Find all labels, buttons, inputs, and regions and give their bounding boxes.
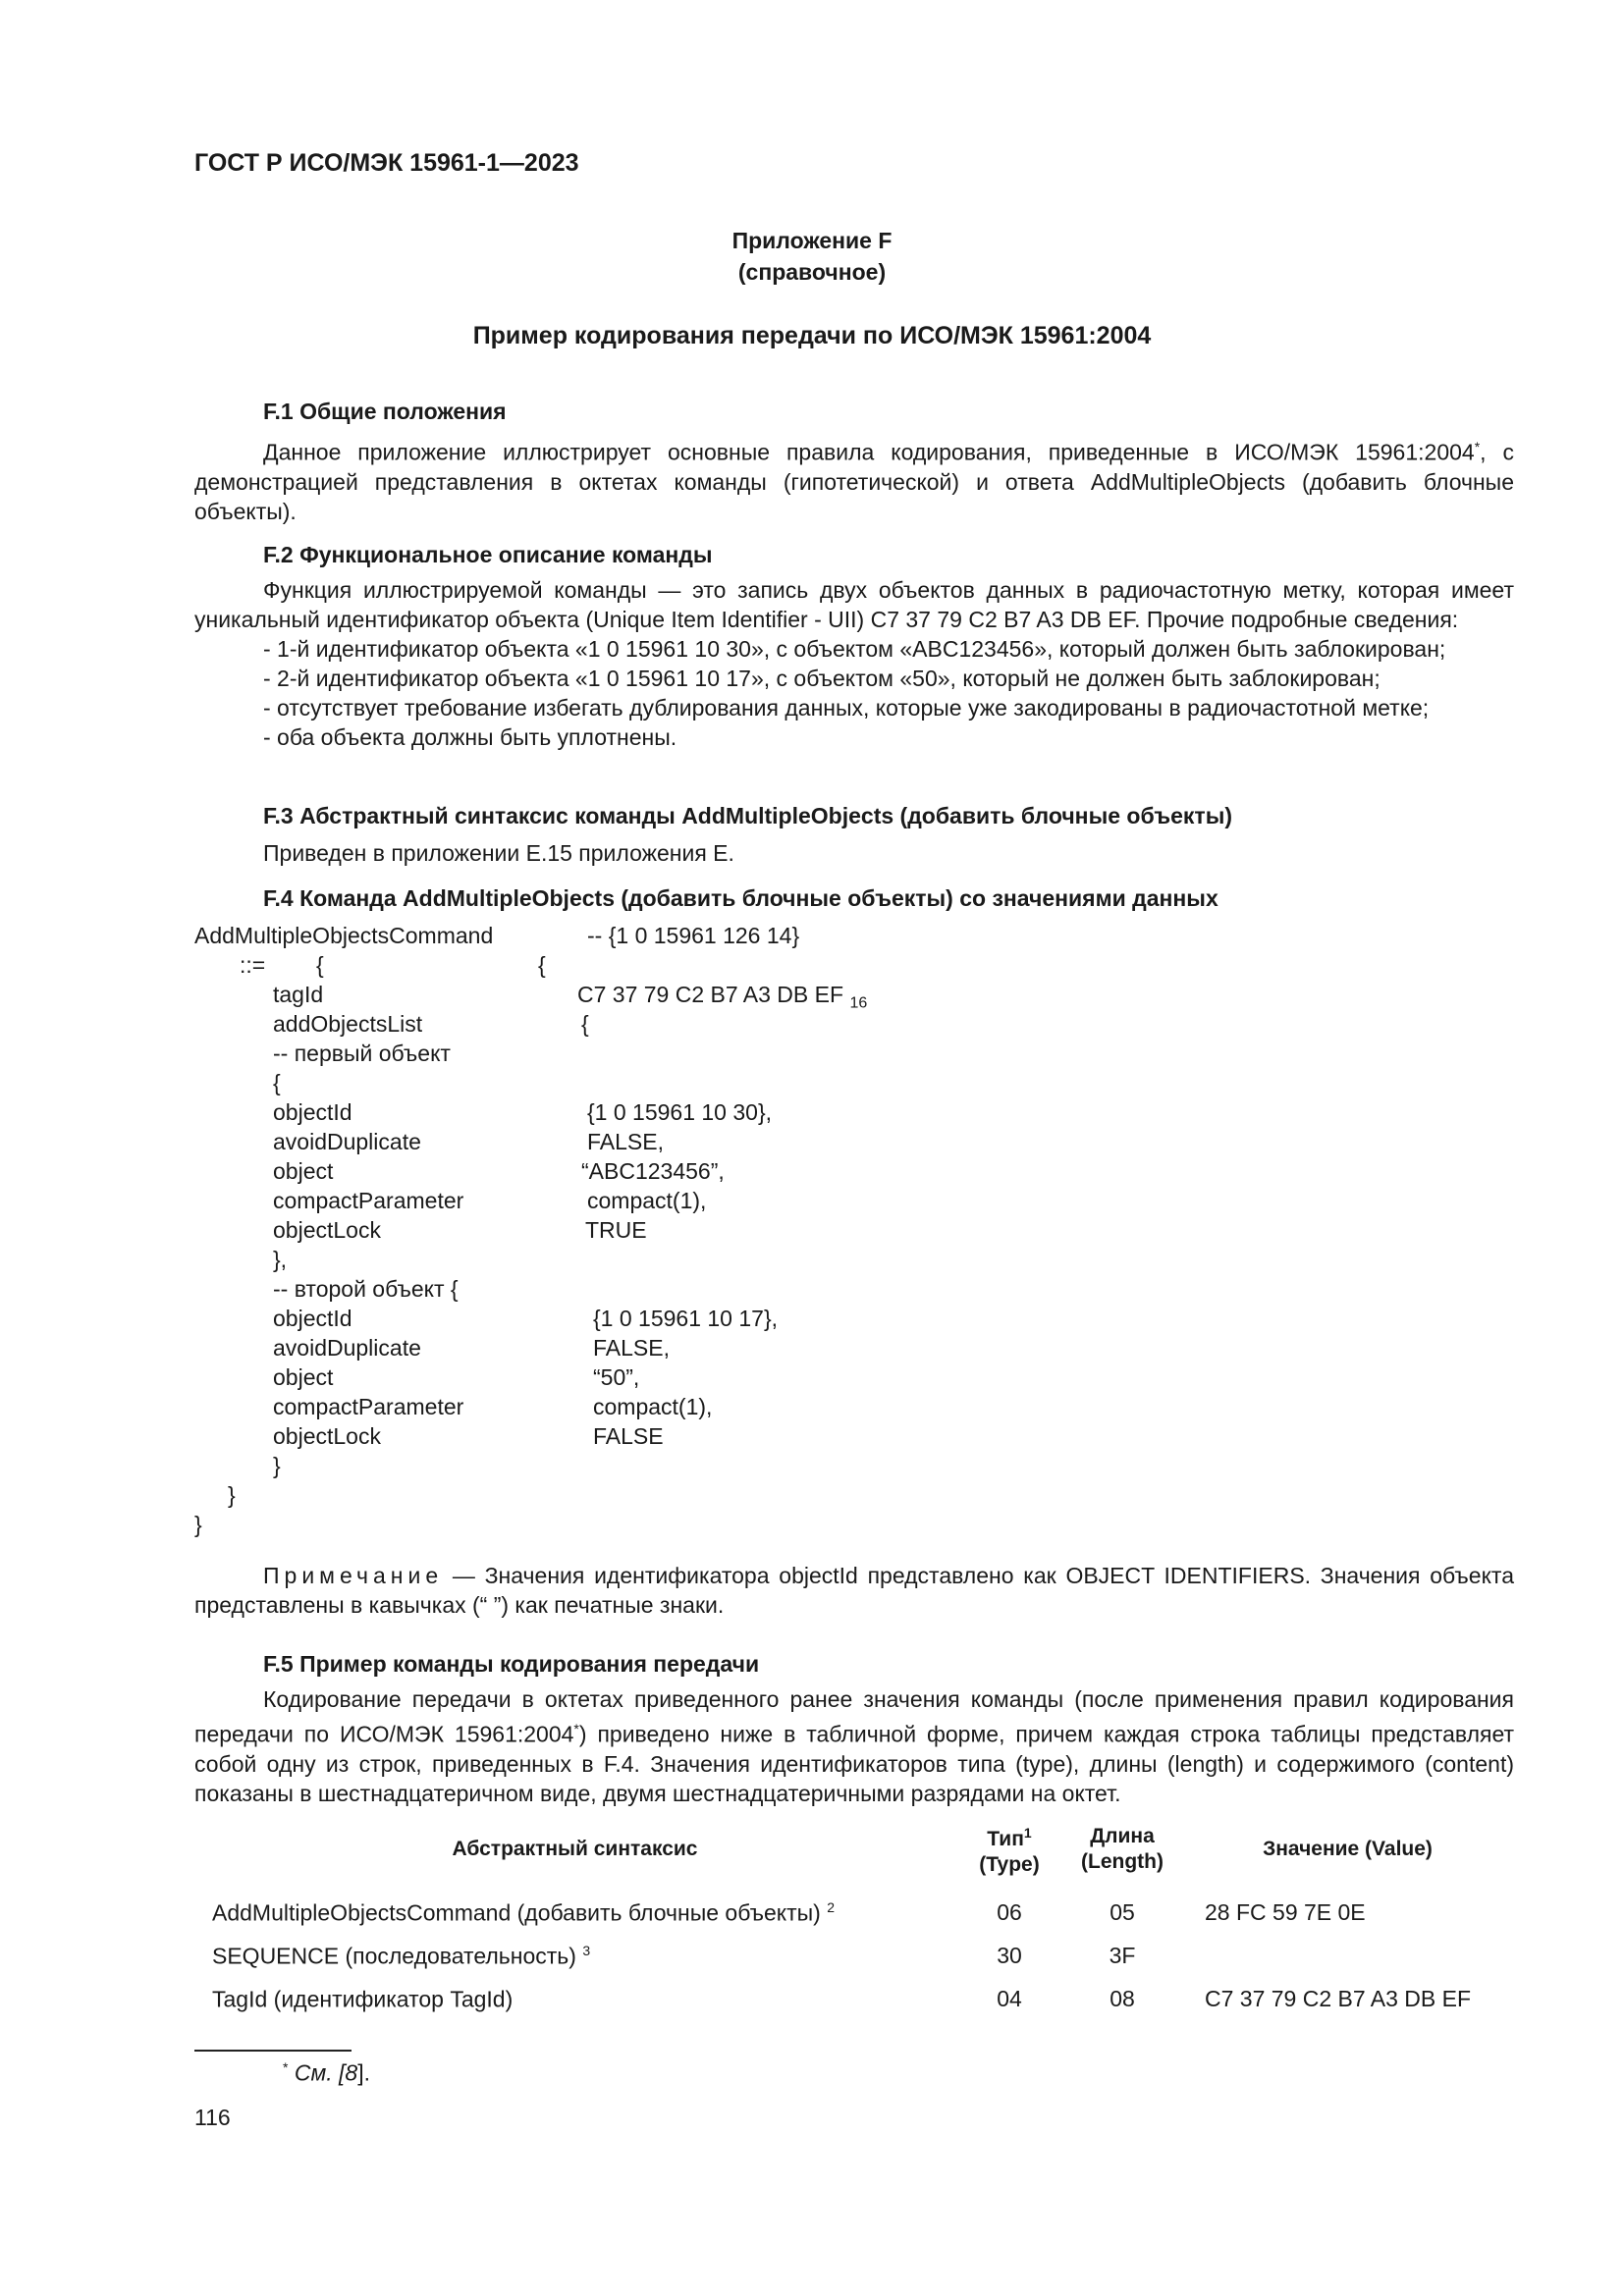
section-f2-text (194, 575, 1514, 752)
table-row (194, 1935, 1514, 1978)
code-field-value: {1 0 15961 10 17}, (593, 1306, 779, 1331)
cell-value (1181, 1935, 1514, 1978)
code-assign: ::= (240, 952, 266, 978)
header-value: Значение (Value) (1263, 1837, 1433, 1860)
header-syntax: Абстрактный синтаксис (452, 1837, 698, 1860)
code-field-value: FALSE (593, 1423, 664, 1449)
section-f3-title: F.3 Абстрактный синтаксис команды AddMultipleObjects (добавить блочные объекты) (263, 803, 1232, 828)
footnote: * См. [8]. (283, 2059, 370, 2086)
list-item: - отсутствует требование избегать дублирования данных, которые уже закодированы в радиочастотной метке; (263, 695, 1430, 721)
cell-type: 04 (997, 1986, 1022, 2011)
cell-type: 30 (997, 1943, 1022, 1968)
code-field-name: compactParameter (273, 1188, 464, 1213)
code-field-value: TRUE (585, 1217, 647, 1243)
code-field-name: avoidDuplicate (273, 1129, 421, 1154)
code-brace: { (581, 1011, 589, 1037)
appendix-title: Приложение F (731, 228, 893, 253)
section-f4-title: F.4 Команда AddMultipleObjects (добавить блочные объекты) со значениями данных (263, 885, 1218, 911)
code-field-value: compact(1), (593, 1394, 713, 1419)
section-f1-title: F.1 Общие положения (263, 399, 507, 424)
list-item: - оба объекта должны быть уплотнены. (263, 724, 677, 750)
cell-syntax: AddMultipleObjectsCommand (добавить блочные объекты) $^2$ (212, 1899, 836, 1926)
cell-syntax: SEQUENCE (последовательность) $^3$ (212, 1943, 591, 1969)
code-field-value: “50”, (593, 1364, 640, 1390)
code-comment: -- первый объект (273, 1041, 451, 1066)
section-f5-title: F.5 Пример команды кодирования передачи (263, 1651, 760, 1677)
f2-intro: Функция иллюстрируемой команды — это запись двух объектов данных в радиочастотную метку, которая имеет уникальный идентификатор объекта (Unique Item Identifier - UII) C7 37 79 C2 B7 A3 DB EF. Прочие подробные сведения: (194, 577, 1514, 632)
code-field-value: {1 0 15961 10 30}, (587, 1099, 773, 1125)
code-brace: } (194, 1512, 202, 1537)
code-field-value: FALSE, (593, 1335, 670, 1361)
section-f5-text: Кодирование передачи в октетах приведенного ранее значения команды (после применения правил кодирования передачи по ИСО/МЭК 15961:2004*) приведено ниже в табличной форме, причем каждая строка таблицы представляет собой одну из строк, приведенных в F.4. Значения идентификаторов типа (type), длины (length) и содержимого (content) показаны в шестнадцатеричном виде, двумя шестнадцатеричными разрядами на октет. (194, 1686, 1515, 1806)
code-field-name: compactParameter (273, 1394, 464, 1419)
header-length: Длина (Length) (1081, 1824, 1164, 1873)
code-field-name: object (273, 1364, 334, 1390)
list-item: - 1-й идентификатор объекта «1 0 15961 10 30», с объектом «ABC123456», который должен быть заблокирован; (263, 636, 1446, 662)
code-field-value: FALSE, (587, 1129, 664, 1154)
cell-value: 28 FC 59 7E 0E (1205, 1899, 1366, 1925)
cell-syntax: TagId (идентификатор TagId) (212, 1986, 514, 2012)
code-field-name: objectLock (273, 1423, 381, 1449)
code-field-name: avoidDuplicate (273, 1335, 421, 1361)
code-brace: }, (273, 1247, 288, 1272)
encoding-table (194, 1818, 1514, 2021)
appendix-kind: (справочное) (737, 259, 887, 285)
code-brace: } (273, 1453, 281, 1478)
code-brace: { (273, 1070, 281, 1095)
code-brace: } (228, 1482, 236, 1508)
cell-length: 3F (1109, 1943, 1136, 1968)
f4-note: Примечание — Значения идентификатора objectId представлено как OBJECT IDENTIFIERS. Значения объекта представлены в кавычках (“ ”) как печатные знаки. (194, 1563, 1514, 1618)
code-brace: { (316, 952, 324, 978)
code-field-name: object (273, 1158, 334, 1184)
table-row (194, 1892, 1514, 1935)
section-f1-text: Данное приложение иллюстрирует основные правила кодирования, приведенные в ИСО/МЭК 15961:2004*, с демонстрацией представления в октетах команды (гипотетической) и ответа AddMultipleObjects (добавить блочные объекты). (194, 439, 1515, 524)
cell-length: 08 (1110, 1986, 1135, 2011)
code-command-comment: -- {1 0 15961 126 14} (587, 923, 800, 948)
cell-value: C7 37 79 C2 B7 A3 DB EF (1205, 1986, 1472, 2011)
header-type: Тип$^1$ (Type) (979, 1825, 1040, 1876)
code-field-name: objectId (273, 1306, 352, 1331)
list-item: - 2-й идентификатор объекта «1 0 15961 10 17», с объектом «50», который не должен быть заблокирован; (263, 666, 1380, 691)
code-field-value: compact(1), (587, 1188, 707, 1213)
code-field-value: “ABC123456”, (581, 1158, 725, 1184)
document-header: ГОСТ Р ИСО/МЭК 15961-1—2023 (194, 149, 579, 177)
code-tagid-value: C7 37 79 C2 B7 A3 DB EF $_{16}$ (577, 982, 868, 1012)
table-header-row (194, 1818, 1514, 1892)
code-tagid-name: tagId (273, 982, 324, 1007)
page-number: 116 (194, 2105, 231, 2130)
code-field-name: objectLock (273, 1217, 381, 1243)
table-row (194, 1978, 1514, 2021)
code-command: AddMultipleObjectsCommand (194, 923, 494, 948)
code-brace: { (538, 952, 546, 978)
appendix-heading: Пример кодирования передачи по ИСО/МЭК 15961:2004 (472, 322, 1152, 349)
section-f3-text: Приведен в приложении Е.15 приложения Е. (263, 840, 734, 866)
code-comment: -- второй объект { (273, 1276, 459, 1302)
footnote-rule (194, 2050, 352, 2052)
cell-length: 05 (1110, 1899, 1135, 1925)
code-list-name: addObjectsList (273, 1011, 423, 1037)
note-label: Примечание (263, 1563, 444, 1588)
code-field-name: objectId (273, 1099, 352, 1125)
cell-type: 06 (997, 1899, 1022, 1925)
section-f2-title: F.2 Функциональное описание команды (263, 542, 713, 567)
